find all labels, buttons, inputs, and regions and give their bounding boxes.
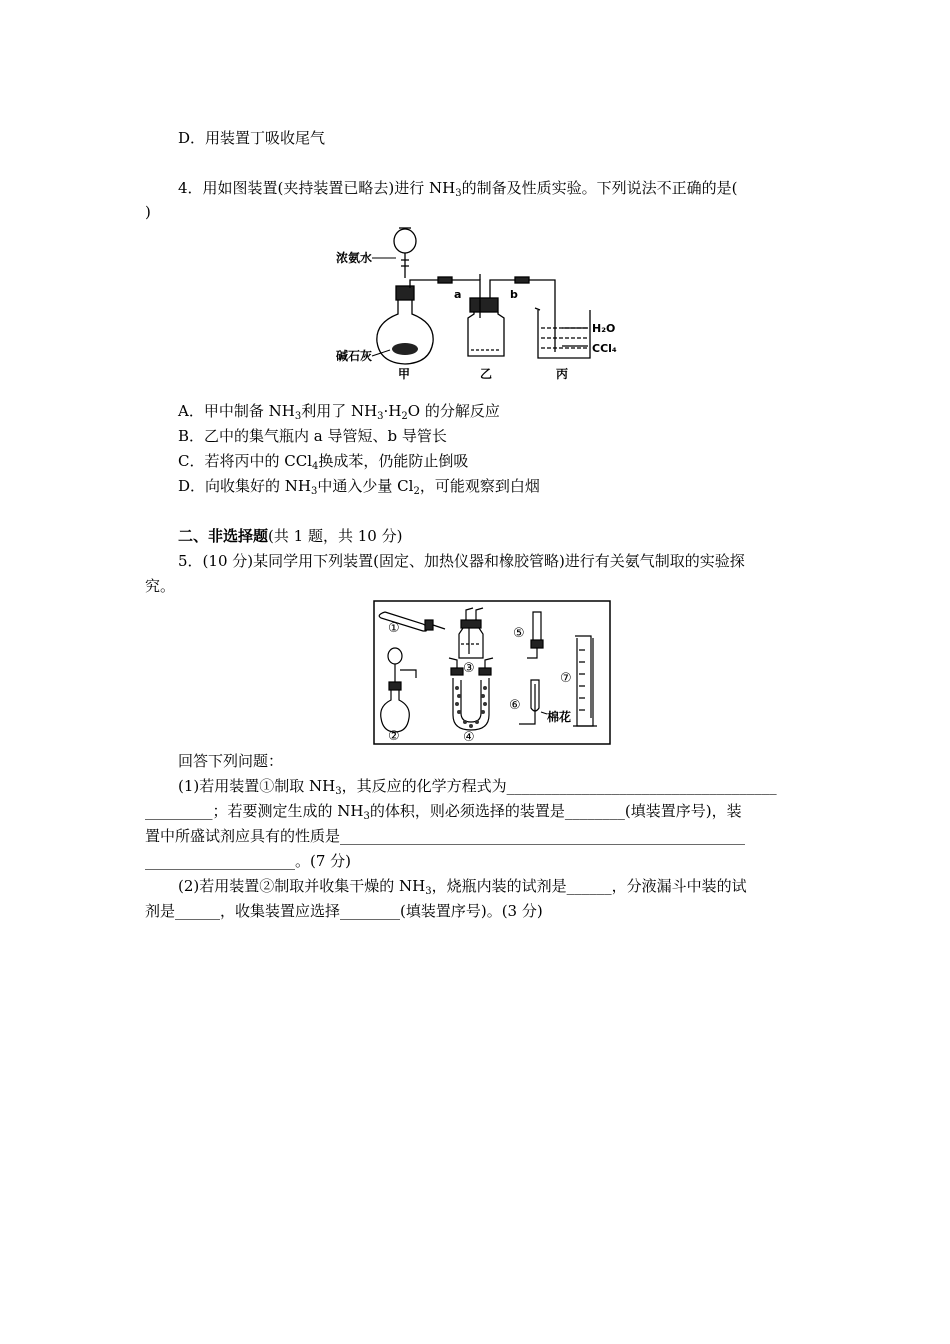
section-heading: 二、非选择题(共 1 题，共 10 分) bbox=[178, 527, 403, 545]
label-jia: 甲 bbox=[398, 367, 411, 381]
label-bing: 丙 bbox=[556, 367, 569, 381]
label-yi: 乙 bbox=[480, 367, 493, 381]
label-n7: ⑦ bbox=[560, 671, 572, 686]
q5-stem: 5．(10 分)某同学用下列装置(固定、加热仪器和橡胶管略)进行有关氨气制取的实验探 bbox=[178, 552, 745, 570]
stopper-yi bbox=[470, 298, 498, 312]
q4-option-a: A．甲中制备 $NH_3$利用了 $NH_3\cdot H_2O$ 的分解反应 bbox=[178, 402, 500, 422]
beaker bbox=[538, 310, 590, 358]
q5-part1-line3: 置中所盛试剂应具有的性质是______________________________________________________ bbox=[145, 827, 746, 845]
test-tube-1 bbox=[379, 612, 427, 631]
q3-option-d: D．用装置丁吸收尾气 bbox=[178, 129, 326, 147]
q4-option-d: D．向收集好的 $NH_3$中通入少量 $Cl_2$，可能观察到白烟 bbox=[178, 477, 540, 497]
label-ammonia: 浓氨水 bbox=[336, 251, 373, 265]
figure-frame bbox=[374, 601, 610, 744]
q5-prompt: 回答下列问题： bbox=[178, 752, 284, 770]
label-n1: ① bbox=[388, 621, 400, 636]
q5-stem-cont: 究。 bbox=[145, 577, 176, 595]
q4-apparatus-figure bbox=[330, 218, 630, 386]
label-h2o: H₂O bbox=[592, 322, 616, 335]
q5-part2-line2: 剂是______，收集装置应选择________(填装置序号)。(3 分) bbox=[145, 902, 543, 920]
label-soda-lime: 碱石灰 bbox=[336, 349, 373, 363]
bottle-3 bbox=[459, 628, 483, 658]
funnel-bulb bbox=[394, 229, 416, 253]
q5-part2-line1: (2)若用装置②制取并收集干燥的 $NH_3$，烧瓶内装的试剂是______，分液漏斗中装的试 bbox=[178, 877, 747, 897]
q4-option-b: B．乙中的集气瓶内 a 导管短、b 导管长 bbox=[178, 427, 447, 445]
q4-stem: 4．用如图装置(夹持装置已略去)进行 $NH_3$的制备及性质实验。下列说法不正确的是( bbox=[178, 179, 738, 199]
label-n5: ⑤ bbox=[513, 626, 525, 641]
tube-5 bbox=[533, 612, 541, 643]
q5-apparatus-figure bbox=[373, 600, 611, 746]
q5-part1-line4: ____________________。(7 分) bbox=[145, 852, 352, 870]
q4-stem-end: ) bbox=[145, 203, 151, 221]
q4-option-c: C．若将丙中的 CCl$_4$换成苯，仍能防止倒吸 bbox=[178, 452, 469, 472]
label-cotton: 棉花 bbox=[547, 710, 572, 724]
q5-part1-line2: _________；若要测定生成的 $NH_3$的体积，则必须选择的装置是________(填装置序号)，装 bbox=[145, 802, 742, 822]
stopper-jia bbox=[396, 286, 414, 300]
flask-2 bbox=[381, 690, 410, 732]
label-n4: ④ bbox=[463, 730, 475, 745]
label-ccl4: CCl₄ bbox=[592, 342, 617, 355]
q5-part1-line1: (1)若用装置①制取 $NH_3$，其反应的化学方程式为____________________________________ bbox=[178, 777, 777, 797]
label-n6: ⑥ bbox=[509, 698, 521, 713]
label-n2: ② bbox=[388, 729, 400, 744]
label-b: b bbox=[510, 288, 518, 301]
label-n3: ③ bbox=[463, 661, 475, 676]
soda-lime-solid bbox=[392, 343, 418, 355]
label-a: a bbox=[454, 288, 462, 301]
